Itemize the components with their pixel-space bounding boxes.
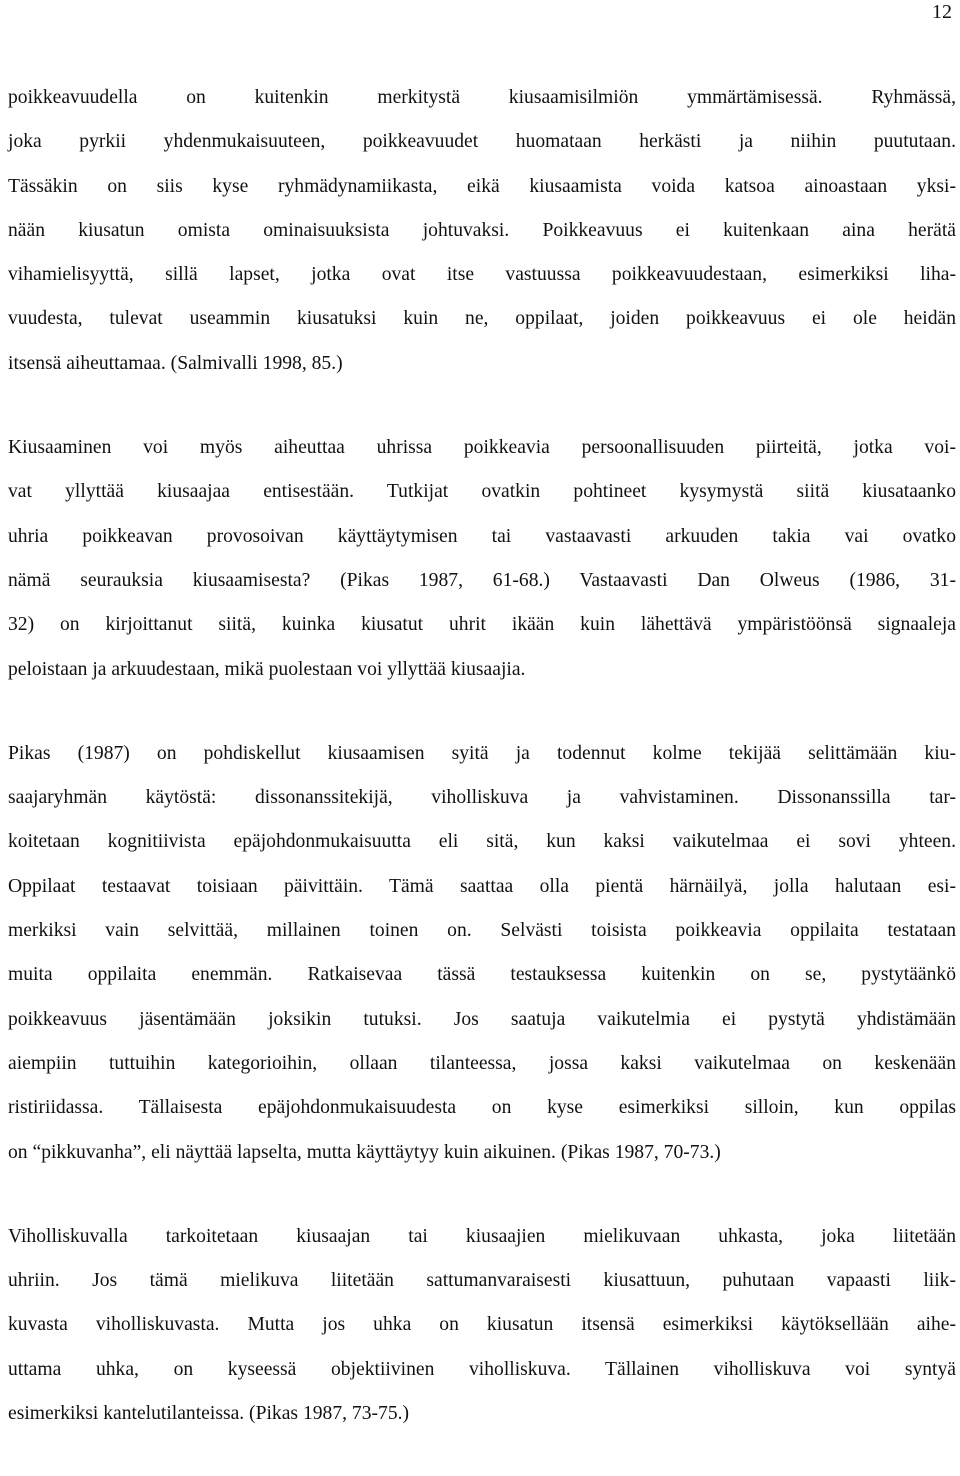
text-line: Tässäkin on siis kyse ryhmädynamiikasta, eikä kiusaamista voida katsoa ainoastaan yksi- <box>8 175 956 197</box>
text-line: kuvasta viholliskuvasta. Mutta jos uhka on kiusatun itsensä esimerkiksi käytöksellään aihe- <box>8 1314 956 1336</box>
paragraph-1 <box>8 76 956 386</box>
text-line: joka pyrkii yhdenmukaisuuteen, poikkeavuudet huomataan herkästi ja niihin puututaan. <box>8 131 956 153</box>
paragraph-4 <box>8 1215 956 1436</box>
text-line: poikkeavuus jäsentämään joksikin tutuksi. Jos saatuja vaikutelmia ei pystytä yhdistämään <box>8 1008 956 1030</box>
paragraph-3 <box>8 732 956 1175</box>
text-line: peloistaan ja arkuudestaan, mikä puolestaan voi yllyttää kiusaajia. <box>8 658 526 680</box>
text-line: vat yllyttää kiusaajaa entisestään. Tutkijat ovatkin pohtineet kysymystä siitä kiusataanko <box>8 481 956 503</box>
text-line: vuudesta, tulevat useammin kiusatuksi kuin ne, oppilaat, joiden poikkeavuus ei ole heidän <box>8 308 956 330</box>
text-line: nämä seurauksia kiusaamisesta? (Pikas 1987, 61-68.) Vastaavasti Dan Olweus (1986, 31- <box>8 569 956 591</box>
text-line: merkiksi vain selvittää, millainen toinen on. Selvästi toisista poikkeavia oppilaita testataan <box>8 920 956 942</box>
text-line: nään kiusatun omista ominaisuuksista johtuvaksi. Poikkeavuus ei kuitenkaan aina herätä <box>8 219 956 241</box>
text-line: itsensä aiheuttamaa. (Salmivalli 1998, 85.) <box>8 352 343 374</box>
paragraph-2 <box>8 426 956 692</box>
text-line: ristiriidassa. Tällaisesta epäjohdonmukaisuudesta on kyse esimerkiksi silloin, kun oppilas <box>8 1097 956 1119</box>
text-line: uttama uhka, on kyseessä objektiivinen viholliskuva. Tällainen viholliskuva voi syntyä <box>8 1358 956 1380</box>
text-line: saajaryhmän käytöstä: dissonanssitekijä, viholliskuva ja vahvistaminen. Dissonanssilla tar- <box>8 787 956 809</box>
document-body <box>8 76 956 1476</box>
text-line: Pikas (1987) on pohdiskellut kiusaamisen syitä ja todennut kolme tekijää selittämään kiu- <box>8 742 956 764</box>
text-line: aiempiin tuttuihin kategorioihin, ollaan tilanteessa, jossa kaksi vaikutelmaa on keskenään <box>8 1052 956 1074</box>
text-line: Kiusaaminen voi myös aiheuttaa uhrissa poikkeavia persoonallisuuden piirteitä, jotka voi- <box>8 437 956 459</box>
text-line: Viholliskuvalla tarkoitetaan kiusaajan tai kiusaajien mielikuvaan uhkasta, joka liitetään <box>8 1225 956 1247</box>
text-line: 32) on kirjoittanut siitä, kuinka kiusatut uhrit ikään kuin lähettävä ympäristöönsä signaaleja <box>8 614 956 636</box>
text-line: koitetaan kognitiivista epäjohdonmukaisuutta eli sitä, kun kaksi vaikutelmaa ei sovi yhteen. <box>8 831 956 853</box>
text-line: Oppilaat testaavat toisiaan päivittäin. Tämä saattaa olla pientä härnäilyä, jolla halutaan esi- <box>8 875 956 897</box>
text-line: esimerkiksi kantelutilanteissa. (Pikas 1987, 73-75.) <box>8 1403 410 1425</box>
text-line: muita oppilaita enemmän. Ratkaisevaa tässä testauksessa kuitenkin on se, pystytäänkö <box>8 964 956 986</box>
text-line: on “pikkuvanha”, eli näyttää lapselta, mutta käyttäytyy kuin aikuinen. (Pikas 1987, 70-73.) <box>8 1141 721 1163</box>
text-line: vihamielisyyttä, sillä lapset, jotka ovat itse vastuussa poikkeavuudestaan, esimerkiksi liha- <box>8 264 956 286</box>
text-line: poikkeavuudella on kuitenkin merkitystä kiusaamisilmiön ymmärtämisessä. Ryhmässä, <box>8 87 956 108</box>
text-line: uhria poikkeavan provosoivan käyttäytymisen tai vastaavasti arkuuden takia vai ovatko <box>8 525 956 547</box>
text-line: uhriin. Jos tämä mielikuva liitetään sattumanvaraisesti kiusattuun, puhutaan vapaasti liik- <box>8 1270 956 1292</box>
page-number: 12 <box>932 1 952 23</box>
